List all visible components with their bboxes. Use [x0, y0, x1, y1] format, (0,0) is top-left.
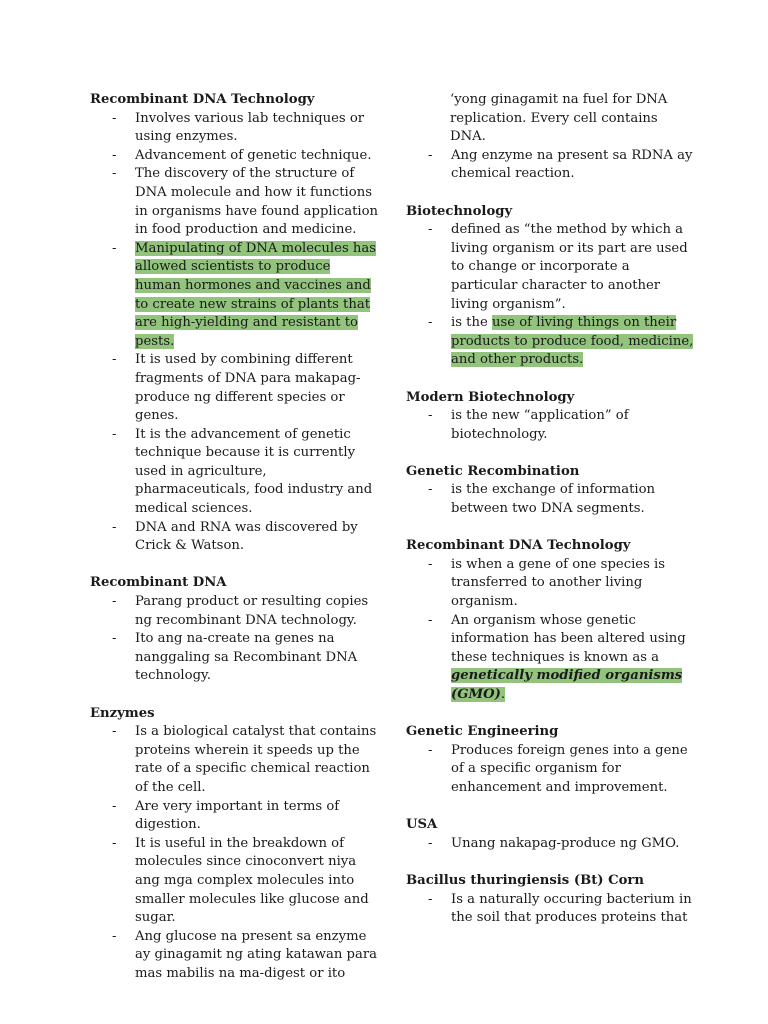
dash-marker: -: [112, 724, 117, 740]
dash-marker: -: [112, 594, 117, 610]
section-heading: Bacillus thuringiensis (Bt) Corn: [406, 872, 644, 888]
section-biotechnology: [406, 203, 696, 370]
list-item: [90, 165, 380, 239]
item-text: Ang glucose na present sa enzyme ay ginagamit ng ating katawan para mas mabilis na ma-digest or ito: [135, 928, 377, 981]
section-recombinant-dna-technology-2: [406, 537, 696, 704]
list-item: [406, 742, 696, 798]
list-item: [90, 928, 380, 984]
section-heading: Genetic Engineering: [406, 724, 559, 740]
list-item: [406, 407, 696, 444]
list-item: [90, 351, 380, 425]
item-text: Ang enzyme na present sa RDNA ay chemical reaction.: [451, 147, 693, 182]
section-heading: Recombinant DNA: [90, 575, 227, 591]
item-text: Ito ang na-create na genes na nanggaling sa Recombinant DNA technology.: [135, 631, 358, 684]
bullet-list: [90, 110, 380, 556]
bullet-list: [90, 723, 380, 983]
dash-marker: -: [428, 556, 433, 572]
item-text: Parang product or resulting copies ng recombinant DNA technology.: [135, 594, 369, 628]
item-text: It is the advancement of genetic technique because it is currently used in agriculture, pharmaceuticals, food industry and medical sciences.: [135, 426, 373, 517]
section-recombinant-dna-technology: [90, 91, 380, 556]
item-text: Advancement of genetic technique.: [135, 147, 372, 163]
section-enzymes: [90, 705, 380, 984]
dash-marker: -: [112, 631, 117, 647]
list-item: [406, 891, 696, 928]
list-item: [90, 240, 380, 352]
section-heading: Genetic Recombination: [406, 463, 580, 479]
dash-marker: -: [112, 110, 117, 126]
section-genetic-recombination: [406, 463, 696, 519]
bullet-list: [406, 221, 696, 370]
list-item: [406, 314, 696, 370]
list-item: [90, 593, 380, 630]
section-heading: Recombinant DNA Technology: [90, 92, 315, 107]
highlighted-term-gmo: genetically modified organisms (GMO): [451, 668, 683, 702]
dash-marker: -: [428, 742, 433, 758]
dash-marker: -: [112, 166, 117, 182]
list-item: [90, 630, 380, 686]
right-column: [406, 91, 696, 946]
dash-marker: -: [112, 240, 117, 256]
section-usa: [406, 816, 696, 853]
bullet-list: [90, 593, 380, 686]
bullet-list: [406, 481, 696, 518]
list-item: [406, 481, 696, 518]
section-heading: Biotechnology: [406, 203, 513, 219]
item-text: Produces foreign genes into a gene of a specific organism for enhancement and improvement.: [451, 742, 688, 795]
section-continuation: [406, 91, 696, 184]
bullet-list: [406, 556, 696, 705]
dash-marker: -: [112, 835, 117, 851]
dash-marker: -: [112, 798, 117, 814]
section-modern-biotechnology: [406, 389, 696, 445]
item-text: Are very important in terms of digestion.: [135, 798, 340, 833]
dash-marker: -: [428, 482, 433, 498]
item-text: The discovery of the structure of DNA molecule and how it functions in organisms have found application in food production and medicine.: [135, 166, 379, 238]
list-item: [406, 612, 696, 705]
item-text: Is a biological catalyst that contains proteins wherein it speeds up the rate of a specific chemical reaction of the cell.: [135, 724, 377, 795]
dash-marker: -: [112, 426, 117, 442]
item-text: DNA and RNA was discovered by Crick & Watson.: [135, 519, 358, 554]
dash-marker: -: [428, 222, 433, 238]
dash-marker: -: [428, 315, 433, 331]
section-heading: Enzymes: [90, 705, 155, 721]
highlighted-text: Manipulating of DNA molecules has allowed scientists to produce human hormones and vaccines and to create new strains of plants that are high-yielding and resistant to pests.: [135, 240, 377, 349]
list-item: [90, 519, 380, 556]
bullet-list: [406, 407, 696, 444]
item-text: It is useful in the breakdown of molecules since cinoconvert niya ang mga complex molecules into smaller molecules like glucose and sugar.: [135, 835, 369, 926]
section-heading: USA: [406, 817, 438, 833]
item-text: is when a gene of one species is transferred to another living organism.: [451, 556, 666, 610]
bullet-list: [406, 891, 696, 928]
section-genetic-engineering: [406, 723, 696, 797]
list-item: [406, 147, 696, 184]
dash-marker: -: [428, 835, 433, 851]
item-text: is the new “application” of biotechnology.: [451, 408, 629, 442]
continued-text: ‘yong ginagamit na fuel for DNA replication. Every cell contains DNA.: [450, 92, 668, 145]
list-item: [90, 798, 380, 835]
list-item: [406, 556, 696, 612]
list-item: [406, 835, 696, 854]
dash-marker: -: [428, 147, 433, 163]
dash-marker: -: [112, 519, 117, 535]
section-recombinant-dna: [90, 574, 380, 686]
item-text: An organism whose genetic information has been altered using these techniques is known as a: [451, 612, 686, 665]
item-text: defined as “the method by which a living organism or its part are used to change or incorporate a particular character to another living organism”.: [451, 222, 688, 312]
dash-marker: -: [112, 147, 117, 163]
list-item: [90, 110, 380, 147]
item-text: Unang nakapag-produce ng GMO.: [451, 835, 680, 851]
dash-marker: -: [112, 928, 117, 944]
left-column: [90, 91, 380, 1002]
bullet-list: [406, 147, 696, 184]
section-heading: Recombinant DNA Technology: [406, 538, 631, 554]
dash-marker: -: [428, 408, 433, 424]
dash-marker: -: [112, 352, 117, 368]
item-text: is the exchange of information between two DNA segments.: [451, 482, 656, 517]
item-text: It is used by combining different fragments of DNA para makapag-produce ng different species or genes.: [135, 352, 361, 424]
list-item: [90, 426, 380, 519]
list-item: [406, 221, 696, 314]
list-item: [90, 147, 380, 166]
item-text: is the: [451, 315, 492, 331]
list-item: [90, 723, 380, 797]
dash-marker: -: [428, 612, 433, 628]
dash-marker: -: [428, 891, 433, 907]
bullet-list: [406, 835, 696, 854]
section-heading: Modern Biotechnology: [406, 389, 575, 405]
bullet-list: [406, 742, 696, 798]
list-item: [90, 835, 380, 928]
item-text: Involves various lab techniques or using enzymes.: [135, 110, 365, 145]
highlighted-period: .: [500, 687, 506, 702]
section-bt-corn: [406, 872, 696, 928]
highlighted-text: use of living things on their products to produce food, medicine, and other products.: [451, 315, 694, 368]
item-text: Is a naturally occuring bacterium in the soil that produces proteins that: [451, 891, 692, 926]
